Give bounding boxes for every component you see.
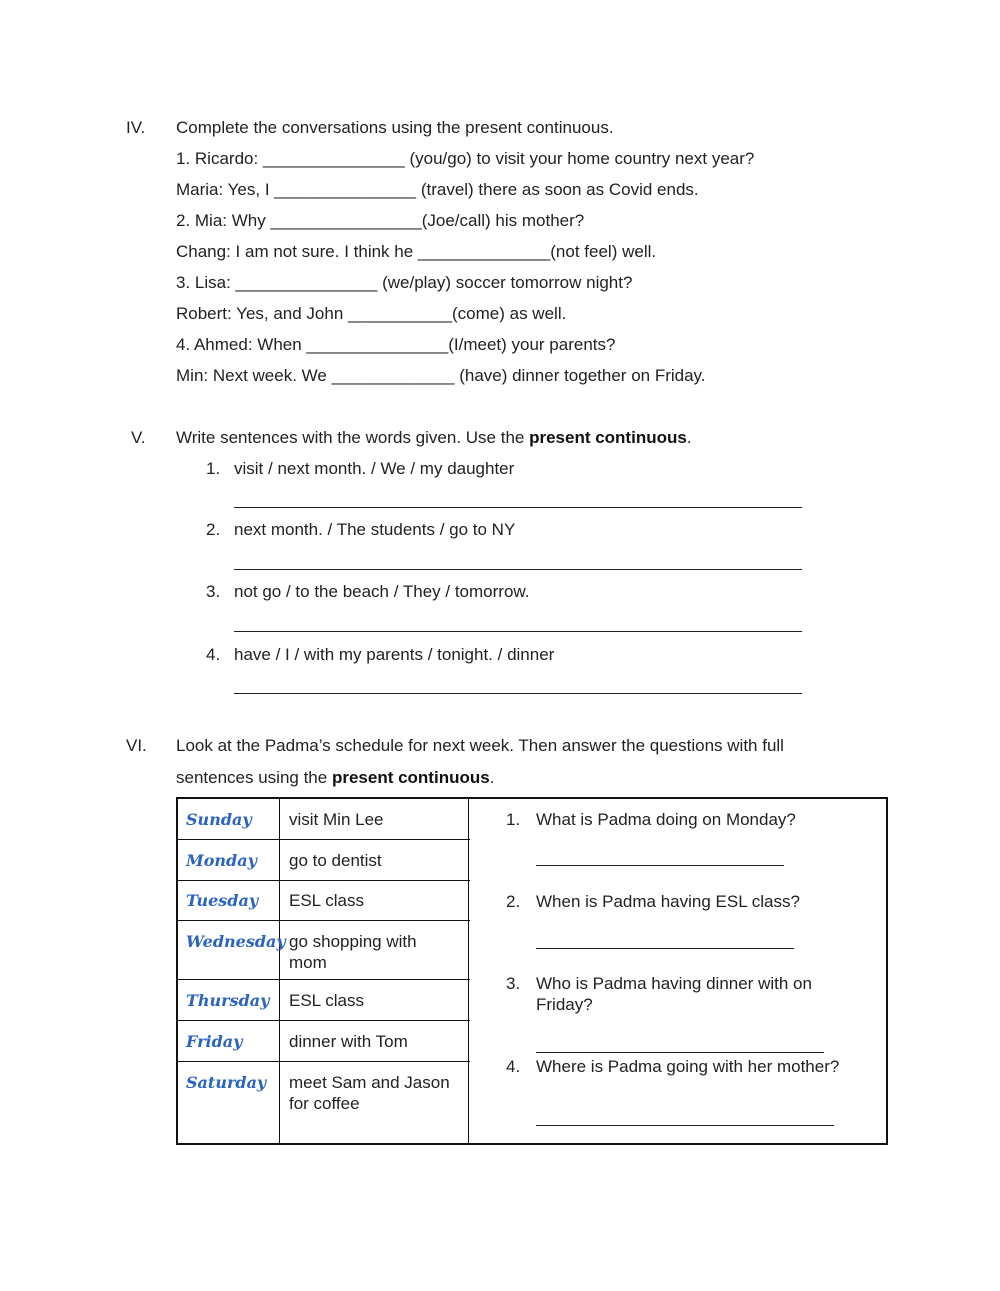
answer-line[interactable]	[536, 948, 794, 949]
row-divider	[178, 1061, 470, 1062]
answer-line[interactable]	[234, 631, 802, 632]
item-number: 1.	[206, 459, 221, 478]
item-prompt: visit / next month. / We / my daughter	[234, 459, 515, 478]
activity-monday: go to dentist	[289, 851, 382, 870]
conversation-line: Robert: Yes, and John ___________(come) as well.	[176, 304, 567, 323]
instruction-end: .	[489, 768, 495, 787]
section-vi-instruction: Look at the Padma’s schedule for next week. Then answer the questions with full	[176, 736, 784, 755]
question-number: 2.	[506, 892, 521, 911]
question-number: 4.	[506, 1057, 521, 1076]
activity-sunday: visit Min Lee	[289, 810, 384, 829]
activity-friday: dinner with Tom	[289, 1032, 408, 1051]
row-divider	[178, 880, 470, 881]
question-number: 1.	[506, 810, 521, 829]
section-iv-instruction: Complete the conversations using the present continuous.	[176, 118, 614, 137]
answer-line[interactable]	[234, 693, 802, 694]
row-divider	[178, 839, 470, 840]
section-iv-numeral: IV.	[126, 118, 146, 137]
activity-wednesday: go shopping with mom	[289, 932, 417, 972]
instruction-bold: present continuous	[331, 768, 490, 787]
answer-line[interactable]	[536, 1125, 834, 1126]
conversation-line: 3. Lisa: _______________ (we/play) soccer tomorrow night?	[176, 273, 633, 292]
answer-line[interactable]	[234, 507, 802, 508]
answer-line[interactable]	[536, 1052, 824, 1053]
activity-tuesday: ESL class	[289, 891, 364, 910]
answer-line[interactable]	[536, 865, 784, 866]
row-divider	[178, 1020, 470, 1021]
conversation-line: 1. Ricardo: _______________ (you/go) to visit your home country next year?	[176, 149, 755, 168]
question-text: When is Padma having ESL class?	[536, 892, 800, 911]
section-v-numeral: V.	[131, 428, 146, 447]
section-vi-instruction-cont	[176, 767, 494, 789]
conversation-line: 4. Ahmed: When _______________(I/meet) your parents?	[176, 335, 616, 354]
conversation-line: 2. Mia: Why ________________(Joe/call) his mother?	[176, 211, 585, 230]
item-number: 3.	[206, 582, 221, 601]
day-thursday: Thursday	[186, 991, 270, 1010]
instruction-text: sentences using the	[176, 768, 332, 787]
day-tuesday: Tuesday	[186, 891, 259, 910]
section-v-instruction	[176, 427, 692, 449]
answer-line[interactable]	[234, 569, 802, 570]
item-prompt: next month. / The students / go to NY	[234, 520, 516, 539]
question-text: Who is Padma having dinner with on Friday?	[536, 974, 812, 1014]
instruction-end: .	[686, 428, 692, 447]
instruction-text: Write sentences with the words given. Use the	[176, 428, 530, 447]
item-prompt: have / I / with my parents / tonight. / dinner	[234, 645, 555, 664]
activity-saturday: meet Sam and Jason for coffee	[289, 1073, 450, 1113]
conversation-line: Maria: Yes, I _______________ (travel) there as soon as Covid ends.	[176, 180, 699, 199]
conversation-line: Min: Next week. We _____________ (have) dinner together on Friday.	[176, 366, 706, 385]
section-vi-numeral: VI.	[126, 736, 147, 755]
question-text: What is Padma doing on Monday?	[536, 810, 796, 829]
conversation-line: Chang: I am not sure. I think he ______________(not feel) well.	[176, 242, 657, 261]
question-text: Where is Padma going with her mother?	[536, 1057, 840, 1076]
activity-thursday: ESL class	[289, 991, 364, 1010]
day-wednesday: Wednesday	[186, 932, 286, 951]
day-monday: Monday	[186, 851, 257, 870]
day-saturday: Saturday	[186, 1073, 267, 1092]
question-number: 3.	[506, 974, 521, 993]
row-divider	[178, 979, 470, 980]
item-number: 2.	[206, 520, 221, 539]
schedule-table	[176, 797, 888, 1145]
item-prompt: not go / to the beach / They / tomorrow.	[234, 582, 530, 601]
instruction-bold: present continuous	[529, 428, 687, 447]
column-divider	[279, 799, 280, 1143]
day-sunday: Sunday	[186, 810, 252, 829]
day-friday: Friday	[186, 1032, 243, 1051]
row-divider	[178, 920, 470, 921]
item-number: 4.	[206, 645, 221, 664]
